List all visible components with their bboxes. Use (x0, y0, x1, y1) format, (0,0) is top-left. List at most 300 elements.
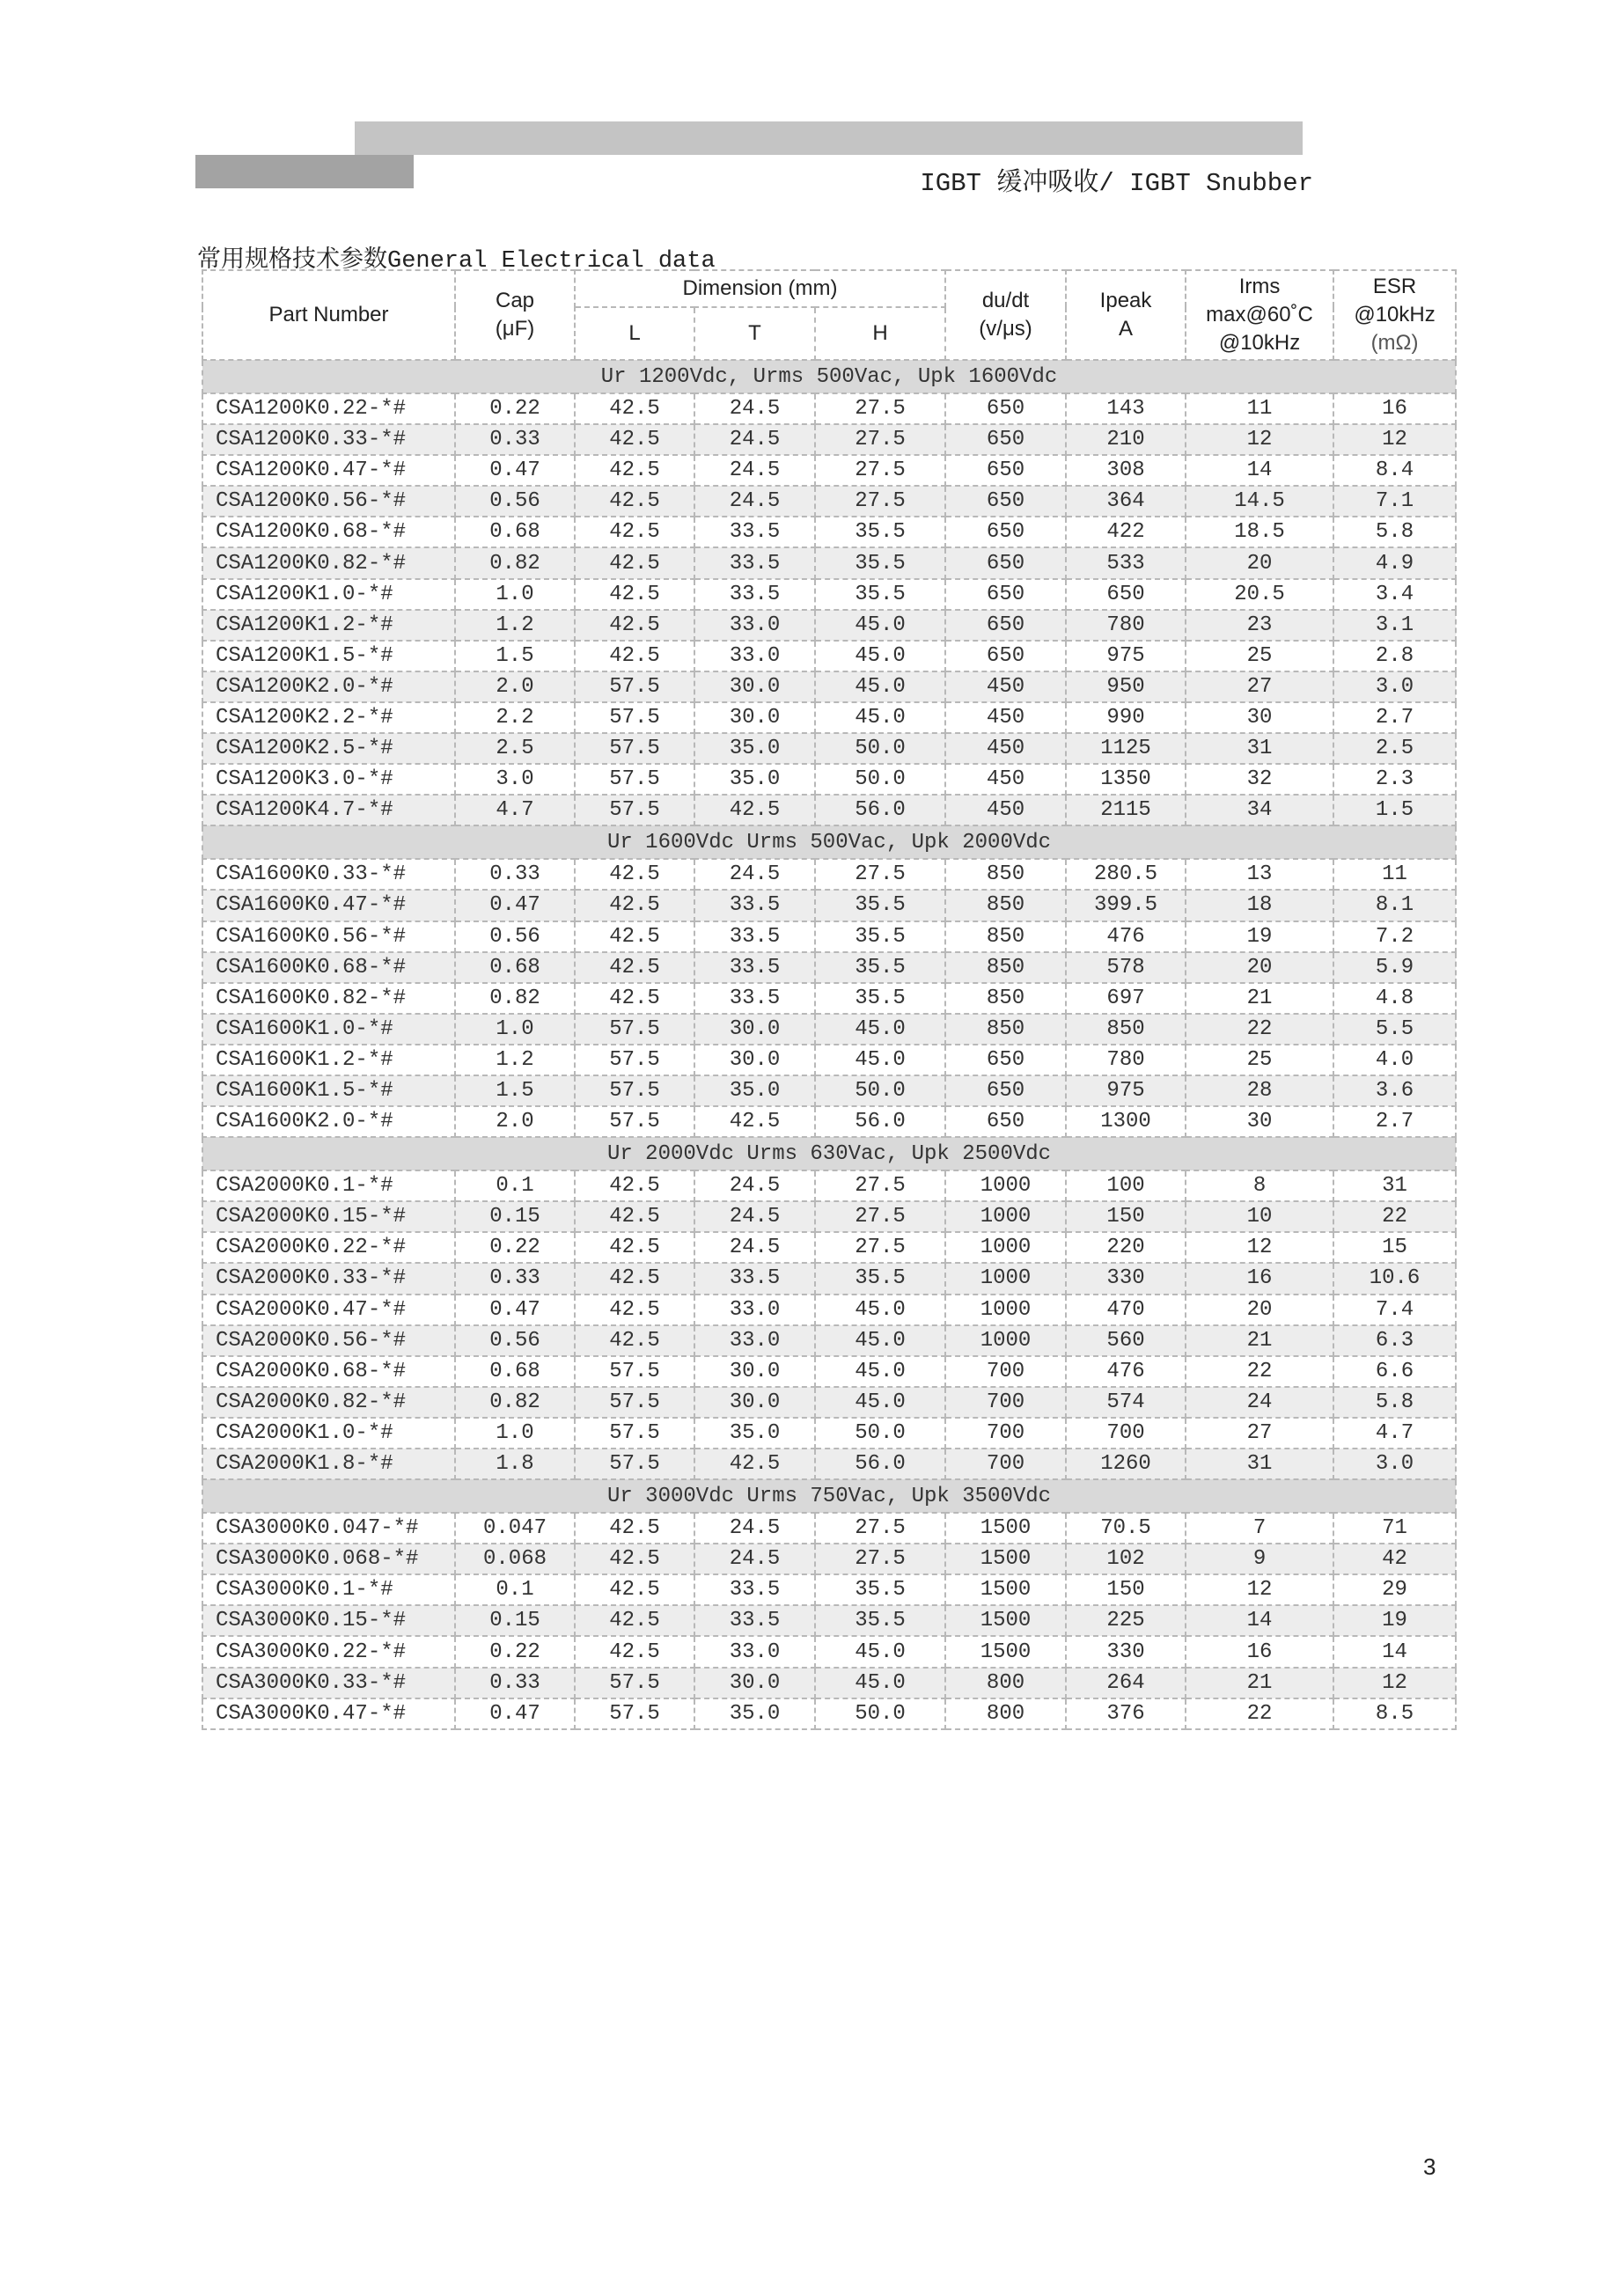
cell-dudt: 1000 (945, 1325, 1066, 1356)
cell-dim-t: 30.0 (694, 1045, 815, 1075)
cell-dim-t: 24.5 (694, 486, 815, 517)
header-dim-h: H (815, 307, 945, 360)
cell-part-number: CSA1200K4.7-*# (202, 795, 455, 825)
cell-ipeak: 470 (1066, 1295, 1186, 1325)
cell-dim-t: 42.5 (694, 1106, 815, 1137)
table-row (202, 1170, 1456, 1201)
cell-dim-t: 30.0 (694, 1387, 815, 1418)
cell-dim-h: 45.0 (815, 1387, 945, 1418)
cell-part-number: CSA1200K1.2-*# (202, 610, 455, 641)
cell-dim-t: 24.5 (694, 455, 815, 486)
header-esr (1333, 270, 1456, 360)
table-row (202, 1263, 1456, 1294)
table-row (202, 921, 1456, 952)
cell-dudt: 1500 (945, 1513, 1066, 1544)
document-title: IGBT 缓冲吸收/ IGBT Snubber (920, 169, 1313, 198)
cell-cap: 1.8 (455, 1449, 575, 1479)
cell-part-number: CSA1600K2.0-*# (202, 1106, 455, 1137)
cell-irms: 18.5 (1186, 517, 1333, 547)
table-row (202, 764, 1456, 795)
table-row (202, 733, 1456, 764)
cell-part-number: CSA2000K0.68-*# (202, 1356, 455, 1387)
cell-cap: 0.47 (455, 890, 575, 921)
cell-dudt: 650 (945, 1045, 1066, 1075)
cell-irms: 19 (1186, 921, 1333, 952)
cell-dim-l: 42.5 (575, 1263, 694, 1294)
cell-esr: 5.9 (1333, 952, 1456, 983)
cell-esr: 42 (1333, 1544, 1456, 1574)
table-row (202, 795, 1456, 825)
cell-part-number: CSA1200K1.5-*# (202, 641, 455, 671)
cell-irms: 10 (1186, 1201, 1333, 1232)
cell-part-number: CSA2000K1.8-*# (202, 1449, 455, 1479)
cell-part-number: CSA2000K0.47-*# (202, 1295, 455, 1325)
cell-part-number: CSA3000K0.22-*# (202, 1636, 455, 1667)
cell-ipeak: 1125 (1066, 733, 1186, 764)
voltage-group-row (202, 360, 1456, 393)
cell-dim-t: 35.0 (694, 1698, 815, 1729)
cell-cap: 0.15 (455, 1605, 575, 1636)
cell-dim-l: 42.5 (575, 1636, 694, 1667)
cell-dudt: 450 (945, 733, 1066, 764)
cell-cap: 0.56 (455, 1325, 575, 1356)
cell-irms: 27 (1186, 1418, 1333, 1449)
cell-part-number: CSA1600K0.56-*# (202, 921, 455, 952)
cell-part-number: CSA1200K0.68-*# (202, 517, 455, 547)
cell-ipeak: 150 (1066, 1574, 1186, 1605)
header-irms-label: Irms (1238, 275, 1281, 298)
cell-esr: 22 (1333, 1201, 1456, 1232)
cell-ipeak: 102 (1066, 1544, 1186, 1574)
cell-dim-h: 35.5 (815, 890, 945, 921)
cell-dim-t: 33.5 (694, 547, 815, 578)
cell-part-number: CSA2000K0.82-*# (202, 1387, 455, 1418)
cell-dim-h: 35.5 (815, 517, 945, 547)
cell-esr: 8.5 (1333, 1698, 1456, 1729)
cell-dim-l: 57.5 (575, 764, 694, 795)
cell-dim-t: 33.5 (694, 921, 815, 952)
header-dimension-label: Dimension (mm) (682, 276, 838, 300)
cell-dim-t: 33.0 (694, 610, 815, 641)
cell-irms: 7 (1186, 1513, 1333, 1544)
cell-dim-t: 33.5 (694, 1574, 815, 1605)
cell-irms: 13 (1186, 859, 1333, 890)
cell-dim-l: 57.5 (575, 1698, 694, 1729)
cell-dudt: 850 (945, 1014, 1066, 1045)
cell-part-number: CSA1200K1.0-*# (202, 579, 455, 610)
cell-ipeak: 2115 (1066, 795, 1186, 825)
cell-ipeak: 143 (1066, 393, 1186, 424)
header-ipeak (1066, 270, 1186, 360)
cell-dim-l: 42.5 (575, 455, 694, 486)
cell-ipeak: 280.5 (1066, 859, 1186, 890)
cell-dudt: 1500 (945, 1605, 1066, 1636)
cell-cap: 4.7 (455, 795, 575, 825)
cell-dim-l: 42.5 (575, 983, 694, 1014)
table-row (202, 547, 1456, 578)
cell-ipeak: 376 (1066, 1698, 1186, 1729)
cell-cap: 0.82 (455, 1387, 575, 1418)
cell-esr: 15 (1333, 1232, 1456, 1263)
header-dudt (945, 270, 1066, 360)
cell-dim-l: 42.5 (575, 1295, 694, 1325)
cell-dim-l: 57.5 (575, 1045, 694, 1075)
cell-dim-h: 35.5 (815, 1574, 945, 1605)
table-header (202, 270, 1456, 360)
cell-part-number: CSA2000K0.56-*# (202, 1325, 455, 1356)
voltage-group-label: Ur 2000Vdc Urms 630Vac, Upk 2500Vdc (202, 1137, 1456, 1170)
cell-dim-h: 35.5 (815, 579, 945, 610)
cell-cap: 0.33 (455, 424, 575, 455)
cell-irms: 24 (1186, 1387, 1333, 1418)
cell-dim-l: 57.5 (575, 1449, 694, 1479)
table-row (202, 424, 1456, 455)
cell-dim-t: 24.5 (694, 859, 815, 890)
cell-dim-h: 45.0 (815, 641, 945, 671)
cell-dim-l: 42.5 (575, 1544, 694, 1574)
cell-dim-l: 42.5 (575, 579, 694, 610)
cell-esr: 8.4 (1333, 455, 1456, 486)
cell-dudt: 650 (945, 579, 1066, 610)
table-row (202, 455, 1456, 486)
cell-ipeak: 422 (1066, 517, 1186, 547)
cell-esr: 16 (1333, 393, 1456, 424)
cell-ipeak: 975 (1066, 641, 1186, 671)
cell-dim-t: 30.0 (694, 702, 815, 733)
voltage-group-row (202, 1479, 1456, 1513)
cell-dudt: 850 (945, 890, 1066, 921)
cell-cap: 0.68 (455, 1356, 575, 1387)
cell-dim-h: 35.5 (815, 1263, 945, 1294)
header-decor-bar-left (195, 155, 414, 188)
cell-esr: 1.5 (1333, 795, 1456, 825)
cell-dim-h: 35.5 (815, 547, 945, 578)
cell-dudt: 700 (945, 1387, 1066, 1418)
cell-irms: 12 (1186, 1232, 1333, 1263)
table-row (202, 671, 1456, 702)
cell-cap: 0.82 (455, 983, 575, 1014)
cell-cap: 0.56 (455, 486, 575, 517)
cell-esr: 8.1 (1333, 890, 1456, 921)
cell-dim-t: 33.5 (694, 983, 815, 1014)
cell-dim-h: 45.0 (815, 1014, 945, 1045)
cell-dim-t: 33.5 (694, 1605, 815, 1636)
table-row (202, 1232, 1456, 1263)
cell-irms: 32 (1186, 764, 1333, 795)
cell-ipeak: 308 (1066, 455, 1186, 486)
cell-dim-h: 27.5 (815, 486, 945, 517)
cell-dim-t: 30.0 (694, 1014, 815, 1045)
table-row (202, 1201, 1456, 1232)
cell-dim-h: 50.0 (815, 733, 945, 764)
cell-dim-h: 45.0 (815, 1356, 945, 1387)
cell-irms: 22 (1186, 1014, 1333, 1045)
cell-esr: 5.8 (1333, 1387, 1456, 1418)
cell-dudt: 650 (945, 393, 1066, 424)
cell-esr: 6.6 (1333, 1356, 1456, 1387)
cell-dudt: 700 (945, 1418, 1066, 1449)
cell-dudt: 450 (945, 671, 1066, 702)
table-row (202, 1387, 1456, 1418)
cell-irms: 22 (1186, 1356, 1333, 1387)
cell-dim-l: 42.5 (575, 610, 694, 641)
cell-dim-h: 45.0 (815, 1636, 945, 1667)
header-decor-bar-top (355, 121, 1303, 155)
cell-irms: 21 (1186, 1668, 1333, 1698)
cell-dudt: 1000 (945, 1170, 1066, 1201)
table-row (202, 1325, 1456, 1356)
cell-ipeak: 476 (1066, 921, 1186, 952)
cell-irms: 21 (1186, 983, 1333, 1014)
cell-esr: 7.2 (1333, 921, 1456, 952)
cell-dim-h: 27.5 (815, 1201, 945, 1232)
cell-esr: 19 (1333, 1605, 1456, 1636)
table-row (202, 1636, 1456, 1667)
cell-irms: 20.5 (1186, 579, 1333, 610)
cell-dim-h: 27.5 (815, 455, 945, 486)
cell-dim-t: 33.5 (694, 890, 815, 921)
cell-ipeak: 264 (1066, 1668, 1186, 1698)
cell-dim-t: 33.0 (694, 641, 815, 671)
cell-ipeak: 476 (1066, 1356, 1186, 1387)
header-cap-unit: (μF) (495, 317, 535, 341)
cell-dudt: 700 (945, 1356, 1066, 1387)
cell-part-number: CSA1600K1.0-*# (202, 1014, 455, 1045)
cell-ipeak: 1350 (1066, 764, 1186, 795)
cell-ipeak: 560 (1066, 1325, 1186, 1356)
cell-ipeak: 780 (1066, 610, 1186, 641)
cell-dudt: 1500 (945, 1636, 1066, 1667)
cell-dim-t: 30.0 (694, 671, 815, 702)
cell-cap: 0.1 (455, 1574, 575, 1605)
cell-cap: 1.2 (455, 1045, 575, 1075)
cell-dudt: 800 (945, 1668, 1066, 1698)
header-irms-condition-freq: @10kHz (1218, 331, 1301, 355)
table-row (202, 952, 1456, 983)
cell-esr: 7.1 (1333, 486, 1456, 517)
header-part-number (202, 270, 455, 360)
table-row (202, 1698, 1456, 1729)
cell-ipeak: 225 (1066, 1605, 1186, 1636)
table-row (202, 983, 1456, 1014)
header-dudt-label: du/dt (981, 289, 1030, 312)
cell-esr: 10.6 (1333, 1263, 1456, 1294)
cell-dim-h: 27.5 (815, 1170, 945, 1201)
cell-dim-t: 30.0 (694, 1356, 815, 1387)
table-row (202, 1295, 1456, 1325)
header-dim-l: L (575, 307, 694, 360)
cell-esr: 4.8 (1333, 983, 1456, 1014)
cell-dim-t: 33.5 (694, 579, 815, 610)
cell-dudt: 1500 (945, 1574, 1066, 1605)
cell-dim-l: 42.5 (575, 1605, 694, 1636)
cell-part-number: CSA3000K0.1-*# (202, 1574, 455, 1605)
cell-esr: 12 (1333, 424, 1456, 455)
cell-dudt: 1000 (945, 1295, 1066, 1325)
cell-esr: 4.7 (1333, 1418, 1456, 1449)
cell-dim-t: 35.0 (694, 1075, 815, 1106)
cell-irms: 8 (1186, 1170, 1333, 1201)
cell-esr: 7.4 (1333, 1295, 1456, 1325)
voltage-group-label: Ur 1600Vdc Urms 500Vac, Upk 2000Vdc (202, 825, 1456, 859)
table-row (202, 1605, 1456, 1636)
cell-esr: 12 (1333, 1668, 1456, 1698)
table-row (202, 1544, 1456, 1574)
cell-dudt: 650 (945, 1075, 1066, 1106)
cell-cap: 2.2 (455, 702, 575, 733)
cell-dudt: 650 (945, 455, 1066, 486)
cell-dim-t: 24.5 (694, 424, 815, 455)
cell-dim-l: 42.5 (575, 424, 694, 455)
cell-dim-l: 57.5 (575, 733, 694, 764)
header-cap-label: Cap (495, 289, 535, 312)
cell-irms: 12 (1186, 424, 1333, 455)
cell-cap: 0.82 (455, 547, 575, 578)
cell-cap: 0.1 (455, 1170, 575, 1201)
cell-esr: 71 (1333, 1513, 1456, 1544)
cell-esr: 4.9 (1333, 547, 1456, 578)
header-dudt-unit: (v/μs) (979, 317, 1032, 341)
cell-irms: 22 (1186, 1698, 1333, 1729)
table-row (202, 1075, 1456, 1106)
header-dim-t: T (694, 307, 815, 360)
cell-dim-h: 27.5 (815, 1232, 945, 1263)
cell-dim-t: 24.5 (694, 1513, 815, 1544)
cell-irms: 14 (1186, 455, 1333, 486)
cell-irms: 16 (1186, 1636, 1333, 1667)
cell-irms: 31 (1186, 1449, 1333, 1479)
cell-dim-l: 42.5 (575, 393, 694, 424)
table-row (202, 1106, 1456, 1137)
cell-dim-h: 35.5 (815, 1605, 945, 1636)
cell-dudt: 650 (945, 424, 1066, 455)
cell-part-number: CSA1600K1.2-*# (202, 1045, 455, 1075)
cell-cap: 0.047 (455, 1513, 575, 1544)
cell-cap: 0.22 (455, 1232, 575, 1263)
cell-ipeak: 990 (1066, 702, 1186, 733)
cell-dim-l: 42.5 (575, 952, 694, 983)
cell-irms: 16 (1186, 1263, 1333, 1294)
cell-ipeak: 975 (1066, 1075, 1186, 1106)
cell-cap: 2.0 (455, 671, 575, 702)
cell-ipeak: 650 (1066, 579, 1186, 610)
cell-irms: 25 (1186, 1045, 1333, 1075)
cell-cap: 1.5 (455, 641, 575, 671)
cell-cap: 0.22 (455, 1636, 575, 1667)
cell-dim-l: 57.5 (575, 1106, 694, 1137)
cell-cap: 0.47 (455, 1698, 575, 1729)
electrical-data-table (202, 269, 1457, 1730)
cell-dim-l: 57.5 (575, 1387, 694, 1418)
cell-esr: 31 (1333, 1170, 1456, 1201)
table-row (202, 1574, 1456, 1605)
cell-cap: 0.68 (455, 952, 575, 983)
cell-dim-h: 27.5 (815, 1513, 945, 1544)
cell-dim-l: 57.5 (575, 702, 694, 733)
cell-dim-l: 42.5 (575, 517, 694, 547)
table-row (202, 1356, 1456, 1387)
table-row (202, 1668, 1456, 1698)
header-irms-condition-temp: max@60˚C (1206, 303, 1313, 326)
cell-irms: 25 (1186, 641, 1333, 671)
cell-part-number: CSA3000K0.47-*# (202, 1698, 455, 1729)
cell-irms: 11 (1186, 393, 1333, 424)
cell-cap: 2.5 (455, 733, 575, 764)
cell-ipeak: 399.5 (1066, 890, 1186, 921)
voltage-group-row (202, 1137, 1456, 1170)
cell-dim-t: 33.5 (694, 517, 815, 547)
table-row (202, 579, 1456, 610)
cell-part-number: CSA1600K0.68-*# (202, 952, 455, 983)
cell-cap: 1.0 (455, 1014, 575, 1045)
cell-dim-h: 56.0 (815, 1449, 945, 1479)
cell-ipeak: 574 (1066, 1387, 1186, 1418)
cell-dim-l: 42.5 (575, 486, 694, 517)
cell-dim-h: 45.0 (815, 610, 945, 641)
cell-part-number: CSA1200K0.56-*# (202, 486, 455, 517)
cell-dim-l: 42.5 (575, 1201, 694, 1232)
cell-dim-h: 27.5 (815, 859, 945, 890)
cell-dim-t: 24.5 (694, 1544, 815, 1574)
cell-ipeak: 1300 (1066, 1106, 1186, 1137)
cell-dim-l: 57.5 (575, 671, 694, 702)
cell-cap: 3.0 (455, 764, 575, 795)
header-cap (455, 270, 575, 360)
cell-dim-t: 24.5 (694, 1201, 815, 1232)
cell-esr: 29 (1333, 1574, 1456, 1605)
table-row (202, 486, 1456, 517)
cell-part-number: CSA1600K1.5-*# (202, 1075, 455, 1106)
cell-dim-h: 50.0 (815, 764, 945, 795)
cell-dim-l: 42.5 (575, 641, 694, 671)
cell-dudt: 1000 (945, 1201, 1066, 1232)
cell-part-number: CSA1600K0.33-*# (202, 859, 455, 890)
page-number: 3 (1423, 2153, 1436, 2180)
cell-ipeak: 697 (1066, 983, 1186, 1014)
cell-irms: 20 (1186, 547, 1333, 578)
cell-dudt: 650 (945, 486, 1066, 517)
cell-cap: 0.22 (455, 393, 575, 424)
cell-dim-l: 42.5 (575, 859, 694, 890)
cell-cap: 1.0 (455, 1418, 575, 1449)
cell-esr: 2.7 (1333, 702, 1456, 733)
cell-irms: 20 (1186, 952, 1333, 983)
cell-esr: 2.8 (1333, 641, 1456, 671)
table-row (202, 890, 1456, 921)
cell-ipeak: 578 (1066, 952, 1186, 983)
cell-part-number: CSA1600K0.47-*# (202, 890, 455, 921)
cell-dim-l: 42.5 (575, 1170, 694, 1201)
cell-cap: 0.56 (455, 921, 575, 952)
header-esr-label: ESR (1372, 275, 1417, 298)
cell-esr: 2.5 (1333, 733, 1456, 764)
cell-irms: 20 (1186, 1295, 1333, 1325)
cell-dim-t: 33.5 (694, 952, 815, 983)
table-row (202, 859, 1456, 890)
cell-part-number: CSA1200K2.2-*# (202, 702, 455, 733)
cell-ipeak: 210 (1066, 424, 1186, 455)
cell-dudt: 650 (945, 1106, 1066, 1137)
cell-dim-t: 33.0 (694, 1295, 815, 1325)
cell-dim-l: 42.5 (575, 547, 694, 578)
header-dimension (575, 270, 945, 307)
cell-dim-h: 45.0 (815, 1045, 945, 1075)
cell-irms: 31 (1186, 733, 1333, 764)
cell-irms: 14 (1186, 1605, 1333, 1636)
cell-part-number: CSA2000K0.22-*# (202, 1232, 455, 1263)
cell-esr: 3.6 (1333, 1075, 1456, 1106)
cell-dim-l: 57.5 (575, 795, 694, 825)
